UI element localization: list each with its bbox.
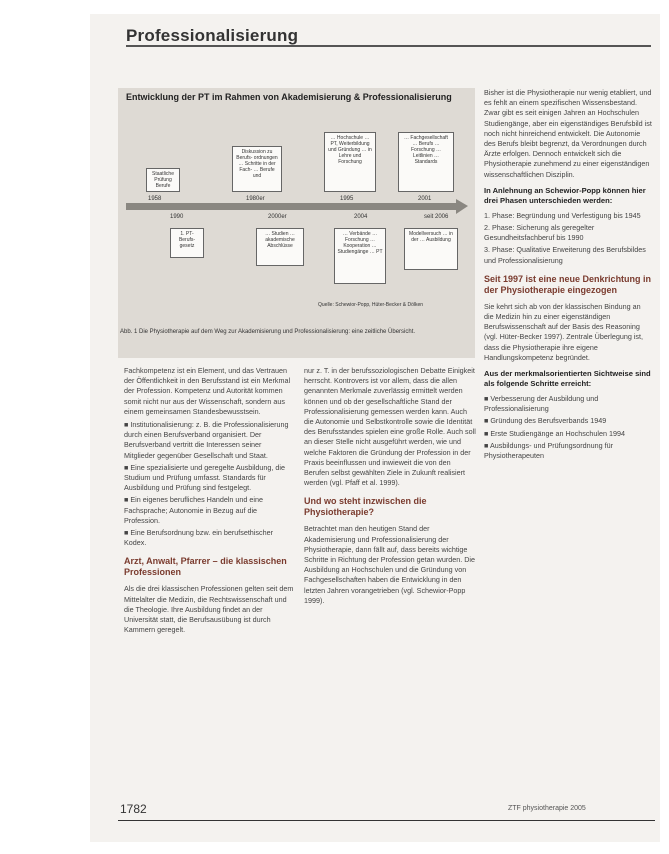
phases-list (484, 211, 652, 266)
journal-footer: ZTF physiotherapie 2005 (508, 805, 586, 812)
list-item: 2. Phase: Sicherung als geregelter Gesundheitsfachberuf bis 1990 (484, 223, 595, 243)
timeline-box-2006: Modellversuch … in der … Ausbildung (404, 228, 458, 270)
year-label: seit 2006 (424, 214, 449, 220)
subheading: In Anlehnung an Schewior-Popp können hier drei Phasen unterschieden werden: (484, 185, 646, 205)
steps-list (484, 394, 652, 461)
paragraph: Fachkompetenz ist ein Element, und das Vertrauen der Öffentlichkeit in den Berufsstand ist ein Merkmal der Profession. Kompetenz und Autorität kommen somit nicht nur aus der Wissenschaft, sondern aus einem gemeinsamen Standesbewusstsein. (124, 366, 291, 416)
timeline-box-1980s: Diskussion zu Berufs- ordnungen … Schritte in der Fach- … Berufe und (232, 146, 282, 192)
list-item: ■ Ein eigenes berufliches Handeln und eine Fachsprache; Autonomie in Bezug auf die Profession. (124, 495, 264, 525)
paragraph: Bisher ist die Physiotherapie nur wenig etabliert, und es fehlt an einem spezifischen Wissensbestand. Zwar gibt es seit einigen Jahren an Hochschulen Studiengänge, aber ein eigenständiges Berufsbild ist noch nicht hinreichend entwickelt. Die Autonomie des Berufs bleibt begrenzt, da Verordnungen durch Ärzte erfolgen. Dennoch entwickelt sich die Physiotherapie zunehmend zu einer eigenständigen wissenschaftlichen Disziplin. (484, 88, 652, 179)
figure-source: Quelle: Schewior-Popp, Hüter-Becker & Dölken (318, 302, 424, 308)
page-title: Professionalisierung (126, 26, 299, 45)
timeline-box-1958: Staatliche Prüfung Berufe (146, 168, 180, 192)
list-item: 1. Phase: Begründung und Verfestigung bis 1945 (484, 210, 641, 220)
timeline-arrow (126, 203, 456, 210)
year-label: 2000er (268, 214, 287, 220)
paragraph: Betrachtet man den heutigen Stand der Akademisierung und Professionalisierung der Physiotherapie, dann fällt auf, dass bereits wichtige Schritte in Richtung der Profession getan wurden. Die Ausbildung an Hochschulen und die Gründung von Fachgesellschaften haben die Entwicklung in den letzten Jahren vorangetrieben (vgl. Schewior-Popp 1999). (304, 524, 475, 605)
list-item: ■ Gründung des Berufsverbands 1949 (484, 416, 607, 426)
paragraph: Sie kehrt sich ab von der klassischen Bindung an die Medizin hin zu einer eigenständigen Berufswissenschaft auf der Basis des Reasoning (vgl. Hüter-Becker 1997). Zentrale Überlegung ist, dass die Physiotherapie ihre eigene Handlungskompetenz begründet. (484, 301, 643, 362)
list-item: ■ Eine Berufsordnung bzw. ein berufsethischer Kodex. (124, 528, 273, 548)
title-rule (126, 45, 651, 47)
year-label: 1995 (340, 196, 354, 202)
text-column-left (124, 366, 294, 638)
paragraph: nur z. T. in der berufssoziologischen Debatte Einigkeit herrscht. Kontrovers ist vor allem, dass die allen genannten Merkmale zuverlässig ermittelt werden können und ob der gesellschaftliche Stand der Professionalisierung gemessen werden kann. Auch die Autonomie und Selbstkontrolle sowie die Identität des Berufsstandes spielen eine große Rolle. Auch soll an dieser Stelle nicht ausgeführt werden, wie und welche Faktoren die Gründung der Profession in der Praxis beeinflussen und inwieweit die von den Berufen selbst gewählten Ziele in Zukunft realisiert werden (vgl. Pfaff et al. 1999). (304, 366, 476, 488)
year-label: 1980er (246, 196, 265, 202)
timeline-box-1990: 1. PT- Berufs- gesetz (170, 228, 204, 258)
page-number: 1782 (120, 802, 147, 816)
section-heading: Und wo steht inzwischen die Physiotherapie? (304, 496, 427, 518)
section-heading: Seit 1997 ist eine neue Denkrichtung in der Physiotherapie eingezogen (484, 273, 652, 295)
year-label: 2001 (418, 196, 432, 202)
year-label: 1958 (148, 196, 162, 202)
paragraph: Als die drei klassischen Professionen gelten seit dem Mittelalter die Medizin, die Rechtswissenschaft und die Theologie. Ihre Ausbildung findet an der Universität statt, die Berufsausübung ist durch Kammern geregelt. (124, 584, 294, 635)
subheading: Aus der merkmalsorientierten Sichtweise sind als folgende Schritte erreicht: (484, 369, 651, 389)
list-item: ■ Eine spezialisierte und geregelte Ausbildung, die Studium und Prüfung umfasst. Standards für Ausbildung und Prüfung sind festgelegt. (124, 462, 285, 493)
timeline-box-2001: … Fachgesellschaft … Berufs … Forschung … Leitlinien … Standards (398, 132, 454, 192)
list-item: ■ Erste Studiengänge an Hochschulen 1994 (484, 428, 626, 438)
timeline-box-2004: … Verbände … Forschung … Kooperation … Studiengänge … PT (334, 228, 386, 284)
timeline-box-1995: … Hochschule … PT, Weiterbildung und Gründung … in Lehre und Forschung (324, 132, 376, 192)
list-item: ■ Verbesserung der Ausbildung und Professionalisierung (484, 394, 599, 414)
year-label: 1990 (170, 214, 184, 220)
figure-caption: Abb. 1 Die Physiotherapie auf dem Weg zur Akademisierung und Professionalisierung: eine zeitliche Übersicht. (120, 329, 416, 335)
timeline-figure (118, 88, 475, 358)
list-item: 3. Phase: Qualitative Erweiterung des Berufsbildes und Professionalisierung (484, 245, 646, 265)
list-item: ■ Institutionalisierung: z. B. die Professionalisierung durch einen Berufsverband organisiert. Der Berufsverband vertritt die Interessen seiner Mitglieder gegenüber Gesellschaft und Staat. (124, 420, 289, 460)
criteria-list (124, 420, 294, 548)
timeline-box-2000s: … Studien … akademische Abschlüsse (256, 228, 304, 266)
year-label: 2004 (354, 214, 368, 220)
footer-rule (118, 820, 655, 821)
text-column-middle (304, 366, 476, 609)
figure-title: Entwicklung der PT im Rahmen von Akademisierung & Professionalisierung (126, 92, 452, 102)
section-heading: Arzt, Anwalt, Pfarrer – die klassischen Professionen (124, 556, 287, 578)
list-item: ■ Ausbildungs- und Prüfungsordnung für Physiotherapeuten (484, 440, 614, 461)
text-column-right (484, 88, 652, 463)
